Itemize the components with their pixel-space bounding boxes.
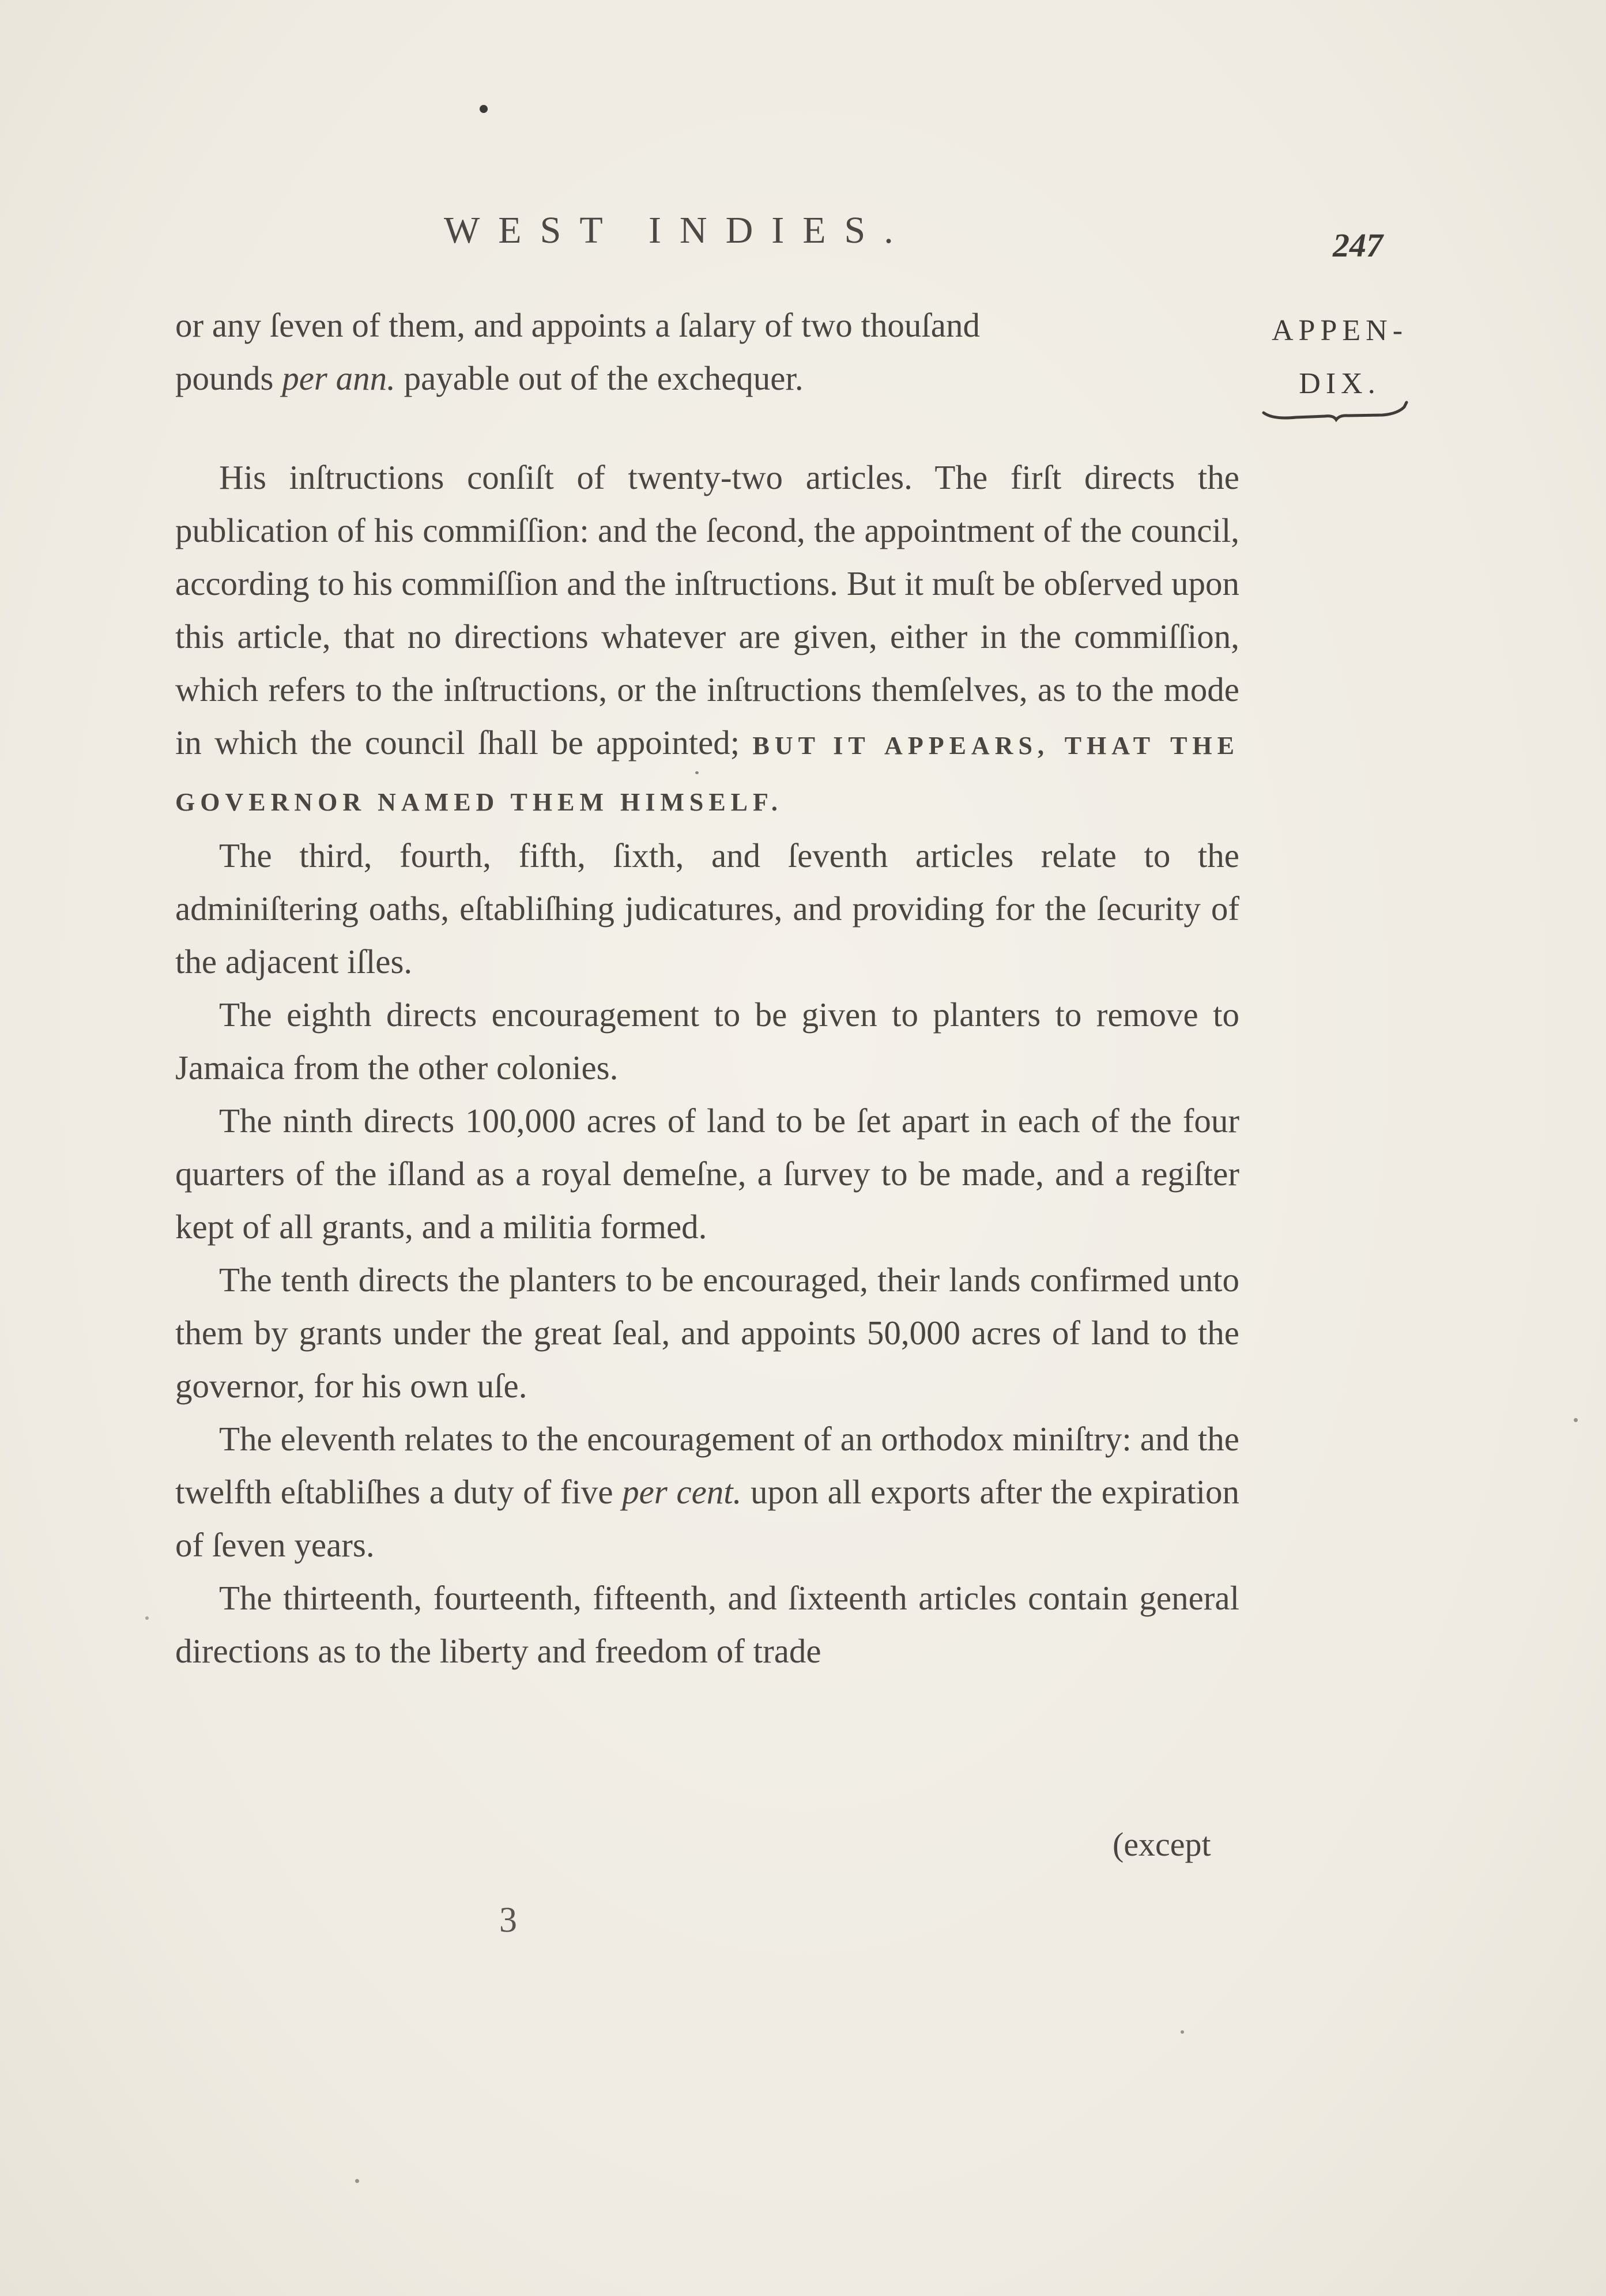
margin-note <box>1253 304 1426 410</box>
page-number: 247 <box>1333 227 1383 264</box>
running-head: WEST INDIES. <box>444 209 912 251</box>
smallcaps-text: IT APPEARS, THAT THE GOVERNOR NAMED THEM HIMSELF. <box>175 732 1240 816</box>
ink-speck <box>355 2179 359 2183</box>
signature-mark: 3 <box>499 1901 517 1940</box>
paragraph <box>175 1412 1239 1571</box>
margin-note-line-1: APPEN- <box>1271 314 1408 347</box>
paragraph: The ninth directs 100,000 acres of land to be ſet apart in each of the four quarters of the iſland as a royal demeſne, a ſurvey to be made, and a regiſter kept of all grants, and a militia formed. <box>175 1102 1239 1246</box>
ink-speck <box>1181 2030 1184 2034</box>
paragraph-text: The eleventh relates to the encouragement of an orthodox miniſtry: and the twelfth eſtabliſhes a duty of five <box>175 1420 1239 1511</box>
paragraph: The tenth directs the planters to be encouraged, their lands confirmed unto them by grants under the great ſeal, and appoints 50,000 acres of land to the governor, for his own uſe. <box>175 1261 1239 1405</box>
line-text: pounds <box>175 359 282 397</box>
smallcaps-text: BUT <box>752 732 820 760</box>
italic-text: per ann. <box>282 359 395 397</box>
paragraph-text: upon all exports after the expiration of ſeven years. <box>175 1473 1239 1564</box>
paragraph: The third, fourth, fifth, ſixth, and ſeventh articles relate to the adminiſtering oaths, eſtabliſhing judicatures, and providing for the ſecurity of the adjacent iſles. <box>175 836 1239 981</box>
line-text: or any ſeven of them, and appoints a ſalary of two thouſand <box>175 306 980 344</box>
ink-speck <box>145 1616 149 1620</box>
line-text: payable out of the exchequer. <box>395 359 804 397</box>
body-text <box>175 299 1239 1677</box>
paragraph-continued <box>175 299 1239 405</box>
catchword: (except <box>1113 1826 1211 1863</box>
margin-note-line-2: DIX. <box>1299 367 1381 400</box>
paragraph-instructions <box>175 451 1239 829</box>
italic-text: per cent. <box>622 1473 742 1511</box>
paragraph-text: His inſtructions conſiſt of twenty-two articles. The firſt directs the publication of his commiſſion: and the ſecond, the appointment of the council, according to his commiſſion and the inſtructions. But it muſt be obſerved upon this article, that no directions whatever are given, either in the commiſſion, which refers to the inſtructions, or the inſtructions themſelves, as to the mode in which the council ſhall be appointed; <box>175 458 1239 761</box>
ink-speck <box>1574 1418 1578 1422</box>
paragraph: The eighth directs encouragement to be given to planters to remove to Jamaica from the other colonies. <box>175 996 1239 1087</box>
margin-brace-mark <box>1261 400 1411 423</box>
ink-speck <box>480 105 488 113</box>
paragraph: The thirteenth, fourteenth, fifteenth, and ſixteenth articles contain general directions as to the liberty and freedom of trade <box>175 1579 1239 1670</box>
